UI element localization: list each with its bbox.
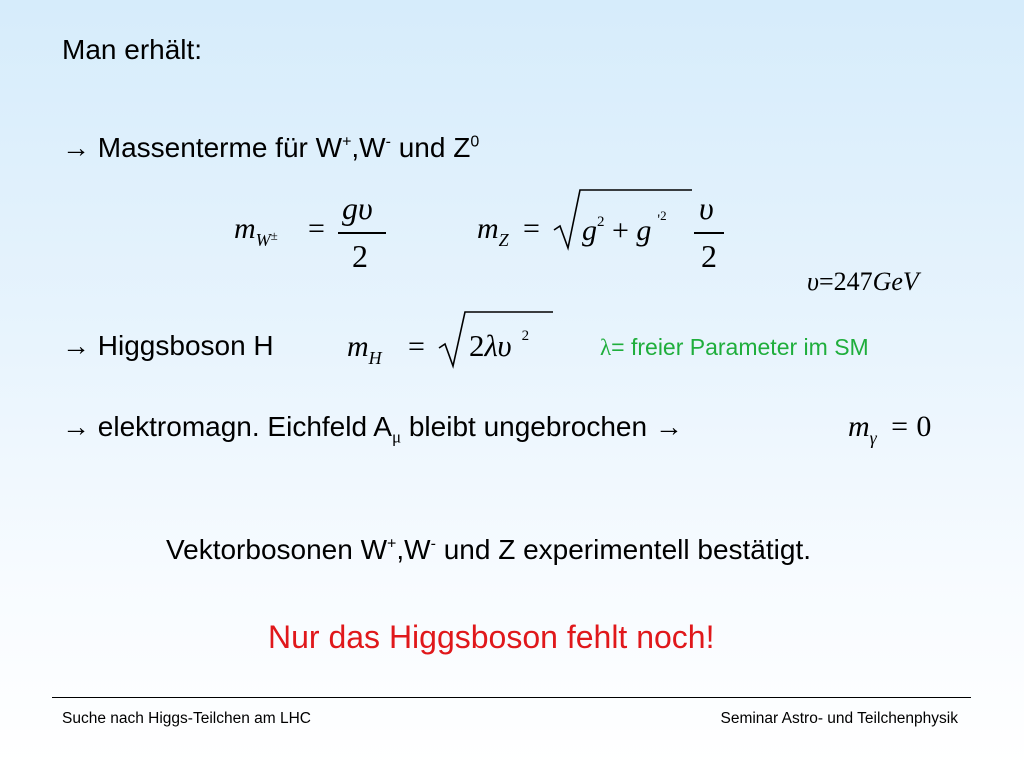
- intro-text: Man erhält:: [62, 34, 203, 65]
- bullet-em-rest: bleibt ungebrochen: [401, 411, 648, 442]
- footer-divider: [52, 697, 971, 698]
- mu-sub: μ: [391, 427, 402, 447]
- bullet-mass-terms: [62, 134, 479, 163]
- formula-mgamma: $m_\gamma = 0$: [848, 410, 932, 448]
- w-minus-sup: -: [385, 133, 391, 151]
- mh-radicand: 2λυ $^2$: [469, 328, 530, 363]
- arrow-icon: →: [62, 412, 90, 443]
- missing-higgs-text: Nur das Higgsboson fehlt noch!: [268, 619, 715, 655]
- mz-equals: =: [523, 212, 540, 245]
- confirmation-text: Vektorbosonen W+,W- und Z experimentell bestätigt.: [166, 534, 812, 565]
- mw-lhs: $m_W\pm$: [234, 212, 278, 250]
- mz-lhs: $m_Z$: [477, 212, 509, 250]
- arrow-icon: →: [62, 133, 90, 164]
- w-plus-sup: +: [342, 133, 352, 151]
- mz-numerator: υ: [699, 190, 714, 226]
- z-sup: 0: [470, 133, 480, 151]
- bullet-em-text: elektromagn. Eichfeld A: [97, 411, 392, 442]
- mh-equals: =: [408, 330, 425, 363]
- mh-lhs: $m_H$: [347, 330, 382, 368]
- bullet-higgs: [62, 332, 274, 361]
- arrow-icon: →: [654, 412, 683, 443]
- bullet-em-field: [62, 411, 683, 447]
- mz-denominator: 2: [701, 238, 717, 274]
- mw-fraction-bar: [338, 232, 386, 234]
- bullet-higgs-text: Higgsboson H: [97, 330, 274, 361]
- bullet-mass-terms-text: Massenterme für W: [97, 132, 343, 163]
- w-minus-label: ,W: [351, 132, 386, 163]
- footer-right: Seminar Astro- und Teilchenphysik: [720, 710, 958, 727]
- mw-numerator: gυ: [342, 190, 373, 226]
- mw-equals: =: [308, 212, 325, 245]
- und-label: und: [398, 132, 446, 163]
- mz-fraction-bar: [694, 232, 724, 234]
- mw-denominator: 2: [352, 238, 368, 274]
- mz-radicand: $g^2 + g$ $^{'2}$: [582, 208, 667, 247]
- footer-left: Suche nach Higgs-Teilchen am LHC: [62, 710, 311, 727]
- arrow-icon: →: [62, 331, 90, 362]
- z-label: Z: [453, 132, 471, 163]
- lambda-note: λ= freier Parameter im SM: [600, 334, 869, 360]
- vev-value: υ=247GeV: [807, 267, 919, 296]
